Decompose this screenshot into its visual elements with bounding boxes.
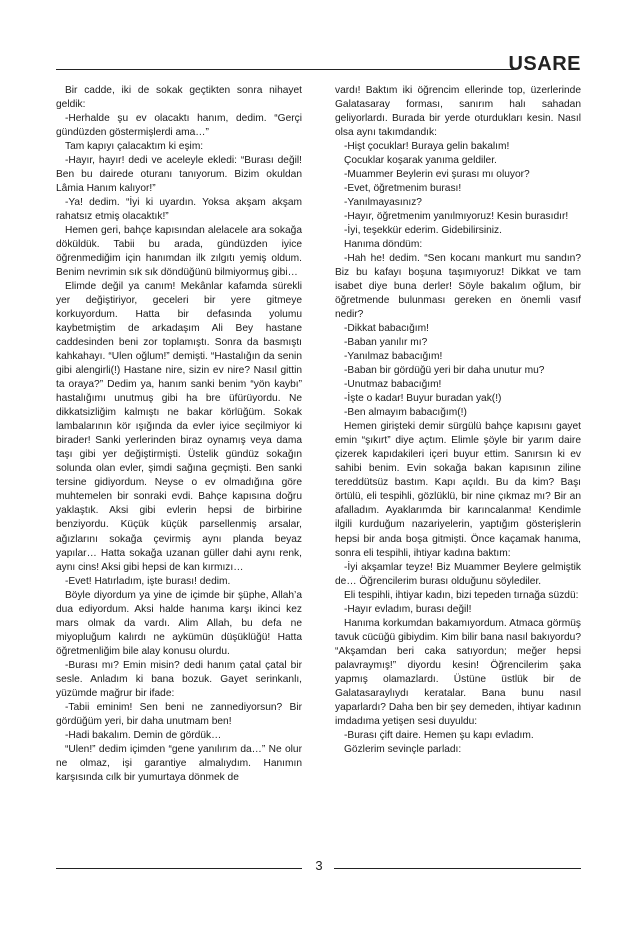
paragraph: -Yanılmayasınız? bbox=[344, 197, 422, 209]
brand-title: USARE bbox=[508, 53, 581, 75]
paragraph: -Muammer Beylerin evi şurası mı oluyor? bbox=[344, 169, 530, 181]
paragraph: -Hayır, öğretmenim yanılmıyoruz! Kesin burasıdır! bbox=[344, 211, 569, 223]
paragraph: -Evet, öğretmenim burası! bbox=[344, 183, 462, 195]
paragraph: Tam kapıyı çalacaktım ki eşim: bbox=[65, 141, 204, 153]
paragraph: “Ulen!” dedim içimden “gene yanılırım da…” Ne olur ne olmaz, işi garantiye almalıydım. Hanımın karşısında cılk bir yumurtaya dönmek de bbox=[56, 743, 302, 783]
paragraph: -Yanılmaz babacığım! bbox=[344, 351, 443, 363]
paragraph: -Hah he! dedim. “Sen kocanı mankurt mu sandın? Biz bu kafayı boşuna taşımıyoruz! Dikkat ve tam isabet diye buna derler! Söyle bakalım oğlum, bir öğretmende bulunması gereken en önemli vasıf nedir? bbox=[335, 253, 581, 321]
paragraph: Hemen girişteki demir sürgülü bahçe kapısını gayet emin “şıkırt” diye açtım. Elimle şöyle bir yarım daire çizerek kapıdakileri içeri buyur ettim. Sanırsın ki ev sahibi benim. Evin sokağa bakan kapısının ziline tereddütsüz bastım. Kapı açıldı. Bu da kim? Başı örtülü, eli tespihli, gözlüklü, bir nine çıkmaz mı? Bir an afalladım. Ayaklarımda bir karıncalanma! Kendimle ilgili kurduğum nazariyelerin, yaptığım gösterişlerin hepsi bir anda boşa gitmişti. Önce kaçamak hanıma, sonra eli tespihli, ihtiyar kadına baktım: bbox=[335, 421, 581, 559]
paragraph: Hanıma korkumdan bakamıyordum. Atmaca görmüş tavuk cücüğü gibiydim. Kim bilir bana nasıl bakıyordu? “Akşamdan beri caka satıyordun; meğer hepsi palavraymış!” diyordu kesin! Öğrencilerim şaka yapmış olamazlardı. Üstüne üstlük bir de Galatasaraylıydı keratalar. Bana bunu nasıl yaparlardı? Daha ben bir şey demeden, ihtiyar kadının imdadıma yetişen sesi duyuldu: bbox=[335, 617, 581, 727]
paragraph: -Unutmaz babacığım! bbox=[344, 379, 442, 391]
paragraph: -Hayır evladım, burası değil! bbox=[344, 603, 472, 615]
paragraph: -Evet! Hatırladım, işte burası! dedim. bbox=[65, 575, 231, 587]
paragraph: Hemen geri, bahçe kapısından alelacele ara sokağa döküldük. Tabii bu arada, gündüzden iyice öğrenmediğim için hanımdan ilk zılgıtı yemiş oldum. Benim nevrimin sık sık döndüğünü bilmiyormuş gibi… bbox=[56, 225, 302, 279]
footer-line-right bbox=[334, 868, 581, 869]
paragraph: Gözlerim sevinçle parladı: bbox=[344, 743, 462, 755]
paragraph: -Hayır, hayır! dedi ve aceleyle ekledi: “Burası değil! Ben bu dairede oturanı tanıyorum. Bizim okuldan Lâmia Hanım kalıyor!” bbox=[56, 155, 302, 195]
paragraph: Bir cadde, iki de sokak geçtikten sonra nihayet geldik: bbox=[56, 85, 302, 111]
paragraph: -Hişt çocuklar! Buraya gelin bakalım! bbox=[344, 141, 510, 153]
right-column bbox=[335, 84, 581, 757]
paragraph: -Herhalde şu ev olacaktı hanım, dedim. “Gerçi gündüzden göstermişlerdi ama…” bbox=[56, 113, 302, 139]
paragraph: -Burası çift daire. Hemen şu kapı evladım. bbox=[344, 729, 534, 741]
left-column bbox=[56, 84, 302, 785]
paragraph: Çocuklar koşarak yanıma geldiler. bbox=[344, 155, 497, 167]
paragraph: -Dikkat babacığım! bbox=[344, 323, 429, 335]
paragraph: -Baban bir gördüğü yeri bir daha unutur mu? bbox=[344, 365, 545, 377]
paragraph: -Baban yanılır mı? bbox=[344, 337, 428, 349]
paragraph: -Hadi bakalım. Demin de gördük… bbox=[65, 729, 222, 741]
paragraph: -İyi akşamlar teyze! Biz Muammer Beylere gelmiştik de… Öğrencilerim burası olduğunu söylediler. bbox=[335, 561, 581, 587]
paragraph: -Tabii eminim! Sen beni ne zannediyorsun? Bir gördüğüm yeri, bir daha unutmam ben! bbox=[56, 701, 302, 727]
paragraph: Hanıma döndüm: bbox=[344, 239, 423, 251]
paragraph: -Burası mı? Emin misin? dedi hanım çatal çatal bir sesle. Anladım ki bana bozuk. Gayet serinkanlı, yüzümde mağrur bir ifade: bbox=[56, 659, 302, 699]
paragraph: Eli tespihli, ihtiyar kadın, bizi tepeden tırnağa süzdü: bbox=[344, 589, 579, 601]
footer-line-left bbox=[56, 868, 302, 869]
page-number: 3 bbox=[315, 858, 323, 873]
paragraph: vardı! Baktım iki öğrencim ellerinde top, üzerlerinde Galatasaray forması, sanırım halı sahadan geliyorlardı. Burada bir yerde oturdukları kesin. Nasıl olsa aynı takımdandık: bbox=[335, 85, 581, 139]
paragraph: -Ben almayım babacığım(!) bbox=[344, 407, 467, 419]
paragraph: Böyle diyordum ya yine de içimde bir şüphe, Allah’a dua ediyordum. Aksi halde hanıma karşı ikinci kez mars olmak da vardı. Alim Allah, bu defa ne miyopluğum kalırdı ne aykümün düşüklüğü! Hatta öğretmenliğim bile alay konusu olurdu. bbox=[56, 589, 302, 657]
paragraph: -İyi, teşekkür ederim. Gidebilirsiniz. bbox=[344, 225, 502, 237]
paragraph: -İşte o kadar! Buyur buradan yak(!) bbox=[344, 393, 502, 405]
paragraph: Elimde değil ya canım! Mekânlar kafamda sürekli yer değiştiriyor, geceleri bir yere gitmeye korkuyordum. Hatta bir defasında yolumu kaybetmiştim de arkadaşım Ali Bey hastane caddesinden beni zor toplamıştı. Sonra da basmıştı kahkahayı. “Ulen oğlum!” demişti. “Hastalığın da senin gibi alengirli(!) Hastane nire, sizin ev nire? Nasıl gittin ta oraya?” Dedim ya, hanım sanki benim “yön kaybı” hastalığımı unutmuş gibi ha bre üfürüyordu. Ne dikkatsizliğim kalmıştı ne bakar körlüğüm. Sokak lambalarının kör ışığında da evler iyice seçilmiyor ki birader! Sanki yerlerinden biraz oynamış veya dama taşı gibi yer değiştirmişti. Üstelik gündüz sokağın solunda olan evler, şimdi sağına geçmişti. Ben sanki tersine gidiyordum. Neyse o ev olmadığına göre muhtemelen bir sonraki evdi. Bahçe kapısına doğru yaklaştık. Aksi gibi evlerin hepsi de birbirine benziyordu. Küçük küçük parsellenmiş arsalar, ağızlarını sokağa çevirmiş aynı planda beyaz yapılar… Hatta sokağa uzanan güller dahi aynı renk, aynı cins! Aksi gibi hepsi de kan kırmızı… bbox=[56, 281, 302, 573]
header-rule bbox=[56, 69, 514, 70]
paragraph: -Ya! dedim. “İyi ki uyardın. Yoksa akşam akşam rahatsız etmiş olacaktık!” bbox=[56, 197, 302, 223]
